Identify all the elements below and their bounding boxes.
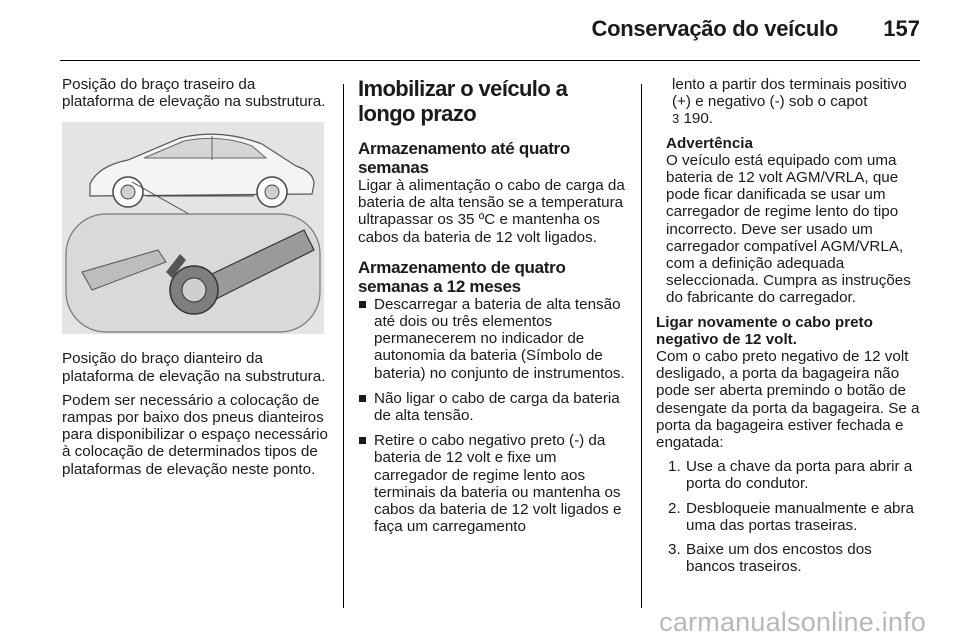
continued-text (656, 76, 924, 128)
reconnect-steps (656, 458, 924, 575)
column-right (656, 76, 924, 582)
step-text: Baixe um dos encostos dos bancos traseiros. (686, 541, 872, 576)
header-rule (60, 60, 920, 61)
step-text: Use a chave da porta para abrir a porta do condutor. (686, 458, 913, 493)
reconnect-text: Com o cabo preto negativo de 12 volt desligado, a porta da bagageira não pode ser aberta premindo o botão de desengate da porta da bagageira. Se a porta da bagageira estiver fechada e engatada: (656, 348, 920, 452)
column-left (62, 76, 330, 485)
warning-box (656, 135, 924, 307)
list-item: Descarregar a bateria de alta tensão até dois ou três elementos permanecerem no indicador de autonomia da bateria (Símbolo de bateria) no conjunto de instrumentos. (358, 296, 628, 382)
car-lift-point-icon (62, 122, 324, 334)
column-divider-2 (641, 84, 642, 608)
step-number: 1. (668, 458, 681, 476)
four-weeks-text: Ligar à alimentação o cabo de carga da bateria de alta tensão se a temperatura ultrapassar os 35 ºC e mantenha os cabos da bateria de 12 volt ligados. (358, 177, 625, 246)
step-number: 2. (668, 499, 681, 517)
warning-title: Advertência (666, 134, 753, 152)
reconnect-heading: Ligar novamente o cabo preto negativo de 12 volt. (656, 313, 873, 348)
list-item (656, 458, 924, 492)
front-arm-caption: Posição do braço dianteiro da plataforma de elevação na substrutura. (62, 350, 326, 385)
step-text: Desbloqueie manualmente e abra uma das portas traseiras. (686, 499, 914, 534)
page-number: 157 (883, 16, 920, 41)
warning-text: O veículo está equipado com uma bateria de 12 volt AGM/VRLA, que pode ficar danificada se usar um carregador de regime lento do tipo incorrecto. Deve ser usado um carregador compatível AGM/VRLA, com a definição adequada seleccionada. Cumpra as instruções do fabricante do carregador. (666, 151, 911, 307)
section-heading: Imobilizar o veículo a longo prazo (358, 76, 568, 126)
subheading-four-weeks: Armazenamento até quatro semanas (358, 139, 570, 177)
list-item: Não ligar o cabo de carga da bateria de alta tensão. (358, 390, 628, 424)
column-divider-1 (343, 84, 344, 608)
storage-steps-list (358, 296, 628, 536)
watermark: carmanualsonline.info (659, 607, 926, 637)
list-item: Retire o cabo negativo preto (-) da bateria de 12 volt e fixe um carregador de regime lento aos terminais da bateria ou mantenha os cabos da bateria de 12 volt ligados e faça um carregamento (358, 432, 628, 535)
step-number: 3. (668, 541, 681, 559)
page-reference: 190. (683, 110, 714, 128)
ramp-note: Podem ser necessário a colocação de rampas por baixo dos pneus dianteiros para disponibilizar o espaço necessário à colocação de determinados tipos de plataformas de elevação neste ponto. (62, 391, 328, 478)
page-reference-arrow-icon: 3 (672, 111, 680, 127)
lift-arm-illustration (62, 122, 324, 334)
list-item (656, 500, 924, 534)
continued-text-body: lento a partir dos terminais positivo (+) e negativo (-) sob o capot (672, 76, 907, 111)
rear-arm-caption: Posição do braço traseiro da plataforma de elevação na substrutura. (62, 76, 326, 111)
column-middle (358, 76, 628, 543)
list-item (656, 541, 924, 575)
running-header-title: Conservação do veículo (591, 16, 838, 41)
subheading-four-weeks-12-months: Armazenamento de quatro semanas a 12 meses (358, 257, 566, 296)
